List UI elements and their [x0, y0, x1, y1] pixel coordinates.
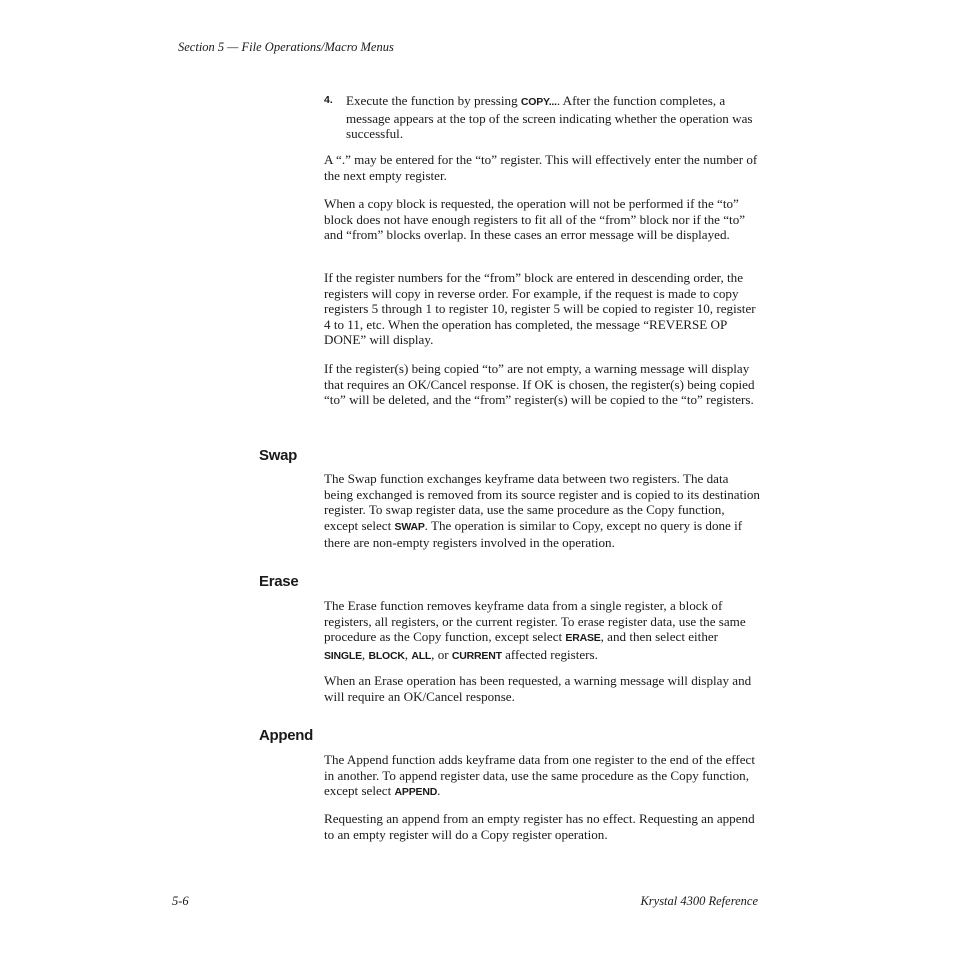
append-heading: Append — [259, 727, 314, 744]
copy-paragraph-1: A “.” may be entered for the “to” register. This will effectively enter the number of the next empty register. — [324, 152, 758, 183]
copy-paragraph-4: If the register(s) being copied “to” are not empty, a warning message will display that requires an OK/Cancel response. If OK is chosen, the register(s) being copied “to” will be deleted, and the “from” register(s) will be copied to the “to” registers. — [324, 361, 755, 408]
single-keyword: SINGLE — [324, 649, 362, 662]
running-header: Section 5 — File Operations/Macro Menus — [178, 40, 394, 54]
step-text: Execute the function by pressing COPY.... After the function completes, a message appears at the top of the screen indicating whether the operation was successful. — [346, 93, 753, 142]
append-keyword: APPEND — [394, 786, 438, 799]
erase-keyword: ERASE — [565, 632, 601, 645]
append-paragraph-1: The Append function adds keyframe data from one register to the end of the effect in another. To append register data, use the same procedure as the Copy function, except select APPEND. — [324, 752, 755, 799]
copy-paragraph-2: When a copy block is requested, the operation will not be performed if the “to” block does not have enough registers to fit all of the “from” block nor if the “to” and “from” blocks overlap. In these cases an error message will be displayed. — [324, 196, 746, 243]
swap-keyword: SWAP — [394, 520, 425, 533]
erase-paragraph-1: The Erase function removes keyframe data from a single register, a block of registers, all registers, or the current register. To erase register data, use the same procedure as the Copy function, except select ERASE, and then select either SINGLE, BLOCK, ALL, or CURRENT affected registers. — [324, 598, 746, 662]
step-4 — [324, 93, 760, 142]
page-number: 5-6 — [172, 894, 189, 908]
swap-heading: Swap — [259, 447, 297, 464]
erase-paragraph-2: When an Erase operation has been requested, a warning message will display and will require an OK/Cancel response. — [324, 673, 752, 704]
document-title: Krystal 4300 Reference — [640, 894, 758, 908]
current-keyword: CURRENT — [451, 649, 502, 662]
copy-paragraph-3: If the register numbers for the “from” block are entered in descending order, the registers will copy in reverse order. For example, if the request is made to copy registers 5 through 1 to register 10, register 5 will be copied to register 10, register 4 to 11, etc. When the operation has completed, the message “REVERSE OP DONE” will display. — [324, 270, 756, 348]
step-number: 4. — [324, 94, 333, 106]
swap-paragraph: The Swap function exchanges keyframe data between two registers. The data being exchanged is removed from its source register and is copied to its destination register. To swap register data, use the same procedure as the Copy function, except select SWAP. The operation is similar to Copy, except no query is done if there are non-empty registers involved in the operation. — [324, 471, 760, 551]
erase-heading: Erase — [259, 573, 299, 590]
copy-keyword: COPY... — [520, 96, 557, 108]
append-paragraph-2: Requesting an append from an empty register has no effect. Requesting an append to an empty register will do a Copy register operation. — [324, 811, 755, 842]
block-keyword: BLOCK — [368, 649, 405, 662]
all-keyword: ALL — [411, 649, 432, 662]
